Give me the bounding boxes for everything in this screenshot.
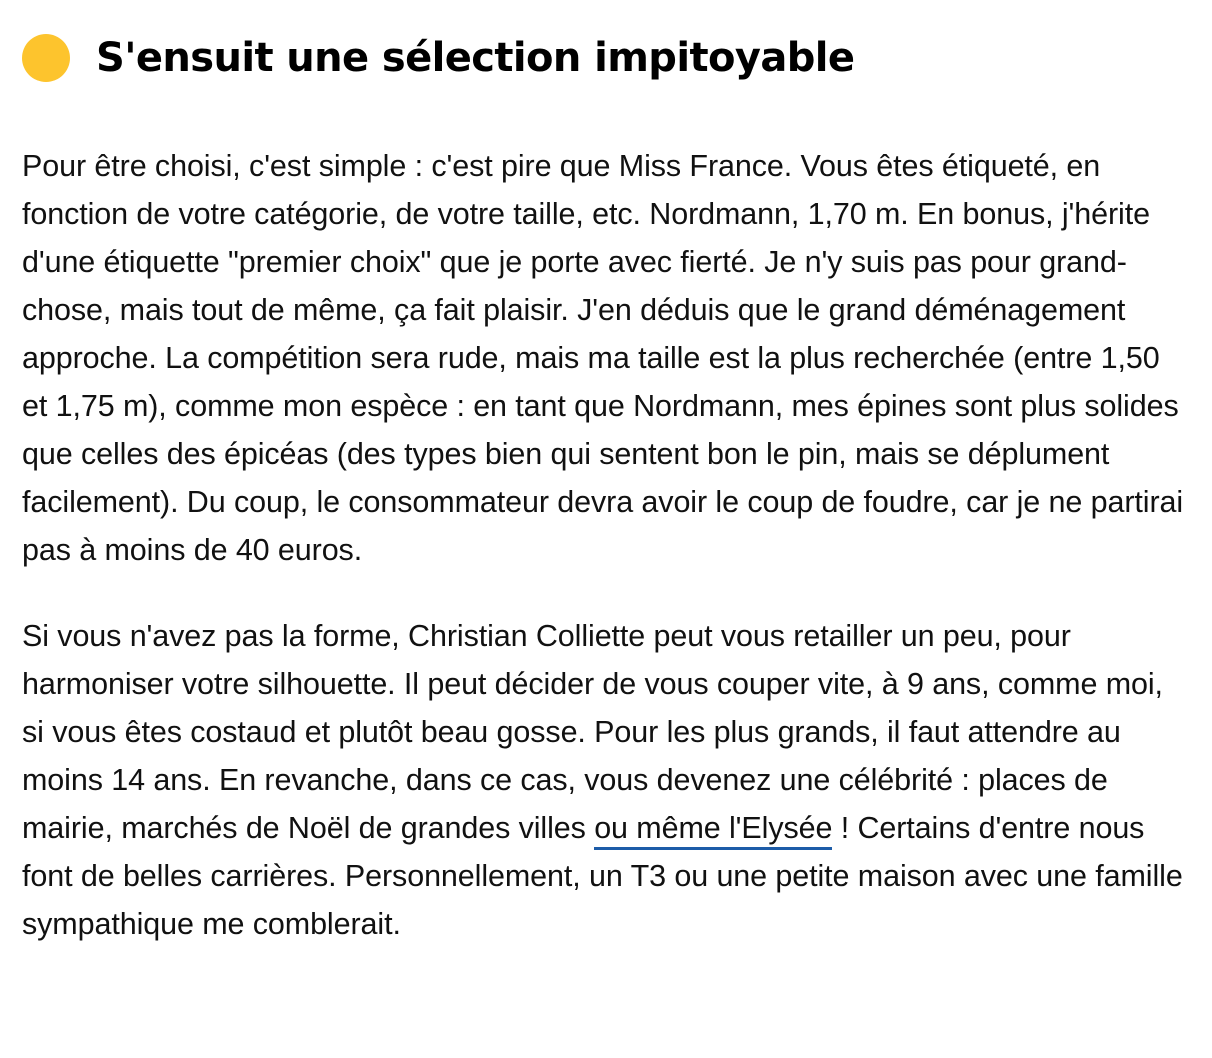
article-section — [22, 0, 1192, 948]
paragraph-2-text-after-link: ! Certains d'entre nous font de belles carrières. Personnellement, un T3 ou une petite maison avec une famille sympathique me comblerait. — [22, 811, 1183, 941]
section-heading — [22, 0, 1192, 116]
elysee-link[interactable]: ou même l'Elysée — [594, 811, 832, 850]
paragraph-1: Pour être choisi, c'est simple : c'est pire que Miss France. Vous êtes étiqueté, en fonction de votre catégorie, de votre taille, etc. Nordmann, 1,70 m. En bonus, j'hérite d'une étiquette "premier choix" que je porte avec fierté. Je n'y suis pas pour grand-chose, mais tout de même, ça fait plaisir. J'en déduis que le grand déménagement approche. La compétition sera rude, mais ma taille est la plus recherchée (entre 1,50 et 1,75 m), comme mon espèce : en tant que Nordmann, mes épines sont plus solides que celles des épicéas (des types bien qui sentent bon le pin, mais se déplument facilement). Du coup, le consommateur devra avoir le coup de foudre, car je ne partirai pas à moins de 40 euros. — [22, 149, 1184, 567]
paragraph-2 — [22, 612, 1192, 948]
paragraph-2-text-before-link: Si vous n'avez pas la forme, Christian Colliette peut vous retailler un peu, pour harmoniser votre silhouette. Il peut décider de vous couper vite, à 9 ans, comme moi, si vous êtes costaud et plutôt beau gosse. Pour les plus grands, il faut attendre au moins 14 ans. En revanche, dans ce cas, vous devenez une célébrité : places de mairie, marchés de Noël de grandes villes — [22, 619, 1163, 845]
yellow-dot-icon — [22, 34, 70, 82]
section-title: S'ensuit une sélection impitoyable — [96, 35, 855, 81]
